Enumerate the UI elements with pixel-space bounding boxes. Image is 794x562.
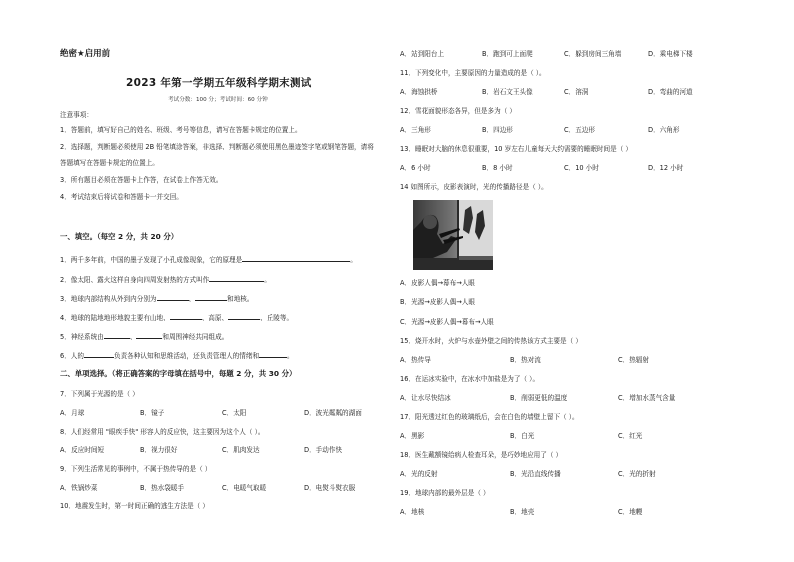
option-b[interactable]: B．削弱更低的温度 bbox=[510, 394, 568, 402]
option-d[interactable]: D．乘电梯下楼 bbox=[648, 50, 693, 58]
option-b[interactable]: B．镜子 bbox=[140, 409, 165, 417]
question-14: 14 如图所示，皮影表演时，光的传播路径是（ ）。 bbox=[400, 183, 548, 191]
question-11: 11．下列变化中，主要原因的力量造成的是（ ）。 bbox=[400, 69, 546, 77]
option-a[interactable]: A．海蚀拱桥 bbox=[400, 88, 438, 96]
question-text: 6．人的 bbox=[60, 352, 84, 360]
option-c[interactable]: C．红光 bbox=[618, 432, 643, 440]
option-a[interactable]: A．地核 bbox=[400, 508, 425, 516]
option-a[interactable]: A．皮影人偶→幕布→人眼 bbox=[400, 279, 475, 287]
question-text: 、丘陵等。 bbox=[260, 314, 294, 322]
answer-blank[interactable] bbox=[195, 294, 227, 301]
question-3 bbox=[60, 294, 253, 303]
option-b[interactable]: B．岩石文王头像 bbox=[482, 88, 533, 96]
option-a[interactable]: A．三角形 bbox=[400, 126, 431, 134]
option-a[interactable]: A．站到阳台上 bbox=[400, 50, 445, 58]
question-9: 9．下列生活常见的事例中，不属于热传导的是（ ） bbox=[60, 465, 212, 473]
note-item: 4．考试结束后将试卷和答题卡一并交回。 bbox=[60, 193, 183, 201]
option-d[interactable]: D．12 小时 bbox=[648, 164, 684, 172]
question-17: 17．阳光透过红色的玻璃纸后，会在白色的墙壁上留下（ ）。 bbox=[400, 413, 579, 421]
option-d[interactable]: D．电熨斗熨衣服 bbox=[304, 484, 356, 492]
exam-meta: 考试分数：100 分；考试时间：60 分钟 bbox=[168, 97, 268, 103]
answer-blank[interactable] bbox=[170, 313, 202, 320]
option-a[interactable]: A．让水尽快结冰 bbox=[400, 394, 451, 402]
option-d[interactable]: D．手动作快 bbox=[304, 446, 343, 454]
answer-blank[interactable] bbox=[104, 332, 130, 339]
notes-title: 注意事项： bbox=[60, 111, 93, 119]
note-item: 答题填写在答题卡规定的位置上。 bbox=[60, 159, 159, 167]
question-10: 10．地震发生时，第一时间正确的逃生方法是（ ） bbox=[60, 502, 209, 510]
option-c[interactable]: C．躲到房间三角墙 bbox=[564, 50, 622, 58]
shadow-puppet-photo bbox=[413, 200, 493, 270]
option-c[interactable]: C．热辐射 bbox=[618, 356, 649, 364]
option-b[interactable]: B．地壳 bbox=[510, 508, 535, 516]
question-5 bbox=[60, 332, 228, 341]
option-c[interactable]: C．太阳 bbox=[222, 409, 247, 417]
option-c[interactable]: C．地幔 bbox=[618, 508, 643, 516]
option-b[interactable]: B．光沿直线传播 bbox=[510, 470, 561, 478]
section1-title: 一、填空。（每空 2 分，共 20 分） bbox=[60, 232, 179, 241]
answer-blank[interactable] bbox=[136, 332, 162, 339]
option-a[interactable]: A．铁锅炒菜 bbox=[60, 484, 98, 492]
question-text: 2．像太阳、露火这样自身向四周发射热的方式叫作 bbox=[60, 276, 210, 284]
answer-blank[interactable] bbox=[259, 351, 287, 358]
question-16: 16．在运冰实验中，在冰水中加盐是为了（ ）。 bbox=[400, 375, 540, 383]
shadow-puppet-image bbox=[413, 200, 493, 270]
option-a[interactable]: A．光的反射 bbox=[400, 470, 438, 478]
confidential-mark: 绝密★启用前 bbox=[60, 49, 111, 59]
option-c[interactable]: C．10 小时 bbox=[564, 164, 599, 172]
question-4 bbox=[60, 313, 293, 322]
option-a[interactable]: A．反应时间短 bbox=[60, 446, 105, 454]
option-b[interactable]: B．热对流 bbox=[510, 356, 541, 364]
question-2: 2．像太阳、露火这样自身向四周发射热的方式叫作 。 bbox=[60, 276, 271, 284]
option-d[interactable]: D．六角形 bbox=[648, 126, 680, 134]
question-18: 18．医生戴额镜给病人检查耳朵，是巧妙地应用了（ ） bbox=[400, 451, 563, 459]
question-text: 4．地球的陆地地形地貌主要有山地、 bbox=[60, 314, 170, 322]
question-text: 3．地球内部结构从外到内分别为 bbox=[60, 295, 157, 303]
section2-title: 二、单项选择。（将正确答案的字母填在括号中，每题 2 分，共 30 分） bbox=[60, 369, 297, 378]
option-a[interactable]: A．月球 bbox=[60, 409, 85, 417]
option-b[interactable]: B．视力很好 bbox=[140, 446, 178, 454]
option-b[interactable]: B．白光 bbox=[510, 432, 535, 440]
question-1: 1．两千多年前，中国的墨子发现了小孔成像现象，它的原理是 。 bbox=[60, 256, 357, 264]
option-d[interactable]: D．弯曲的河道 bbox=[648, 88, 693, 96]
note-item: 2．选择题，判断题必须使用 2B 铅笔填涂答案，非选择、判断题必须使用黑色墨迹签字笔或钢笔答题，请将 bbox=[60, 143, 374, 151]
option-c[interactable]: C．增加水蒸气含量 bbox=[618, 394, 676, 402]
answer-blank[interactable] bbox=[228, 313, 260, 320]
question-15: 15．烧开水时，火炉与水壶外壁之间的传热该方式主要是（ ） bbox=[400, 337, 582, 345]
question-7: 7．下列属于光源的是（ ） bbox=[60, 390, 139, 398]
note-item: 1．答题前，填写好自己的姓名、班级、考号等信息，请写在答题卡规定的位置上。 bbox=[60, 126, 302, 134]
option-b[interactable]: B．8 小时 bbox=[482, 164, 513, 172]
option-c[interactable]: C．光的折射 bbox=[618, 470, 656, 478]
option-c[interactable]: C．五边形 bbox=[564, 126, 595, 134]
answer-blank[interactable] bbox=[209, 275, 264, 282]
option-c[interactable]: C．肌肉发达 bbox=[222, 446, 260, 454]
question-text: 和周围神经共同组成。 bbox=[162, 333, 229, 341]
separator: 、 bbox=[129, 333, 137, 341]
question-text: 。 bbox=[287, 352, 294, 360]
question-text: 1．两千多年前，中国的墨子发现了小孔成像现象，它的原理是 bbox=[60, 256, 243, 264]
question-12: 12．雪花面貌形态各异，但是多为（ ） bbox=[400, 107, 516, 115]
answer-blank[interactable] bbox=[157, 294, 189, 301]
separator: 、 bbox=[188, 295, 196, 303]
question-text: 5．神经系统由 bbox=[60, 333, 104, 341]
option-a[interactable]: A．黑影 bbox=[400, 432, 425, 440]
option-b[interactable]: B．热水袋暖手 bbox=[140, 484, 185, 492]
question-13: 13．睡眠对大脑的休息很重要，10 岁左右儿童每天大约需要的睡眠时间是（ ） bbox=[400, 145, 632, 153]
question-text: 、高原、 bbox=[201, 314, 229, 322]
option-b[interactable]: B．四边形 bbox=[482, 126, 513, 134]
question-6 bbox=[60, 351, 294, 360]
option-a[interactable]: A．热传导 bbox=[400, 356, 431, 364]
option-b[interactable]: B．跑到可上面爬 bbox=[482, 50, 533, 58]
option-c[interactable]: C．溶洞 bbox=[564, 88, 589, 96]
note-item: 3．所有题目必须在答题卡上作答，在试卷上作答无效。 bbox=[60, 176, 223, 184]
answer-blank[interactable] bbox=[84, 351, 114, 358]
answer-blank[interactable] bbox=[242, 255, 350, 262]
option-c[interactable]: C．电暖气取暖 bbox=[222, 484, 267, 492]
question-8: 8．人们经常用 "眼疾手快" 形容人的反应快，这主要因为这个人（ ）。 bbox=[60, 428, 265, 436]
option-d[interactable]: D．波光粼粼的湖面 bbox=[304, 409, 362, 417]
question-text: 负责各种认知和思维活动，还负责管理人的情绪和 bbox=[113, 352, 260, 360]
question-19: 19．地球内部的最外层是（ ） bbox=[400, 489, 490, 497]
question-text: 和地核。 bbox=[227, 295, 254, 303]
option-c[interactable]: C．光源→皮影人偶→幕布→人眼 bbox=[400, 318, 494, 326]
exam-title: 2023 年第一学期五年级科学期末测试 bbox=[126, 77, 312, 89]
option-a[interactable]: A．6 小时 bbox=[400, 164, 431, 172]
option-b[interactable]: B．光源→皮影人偶→人眼 bbox=[400, 298, 475, 306]
